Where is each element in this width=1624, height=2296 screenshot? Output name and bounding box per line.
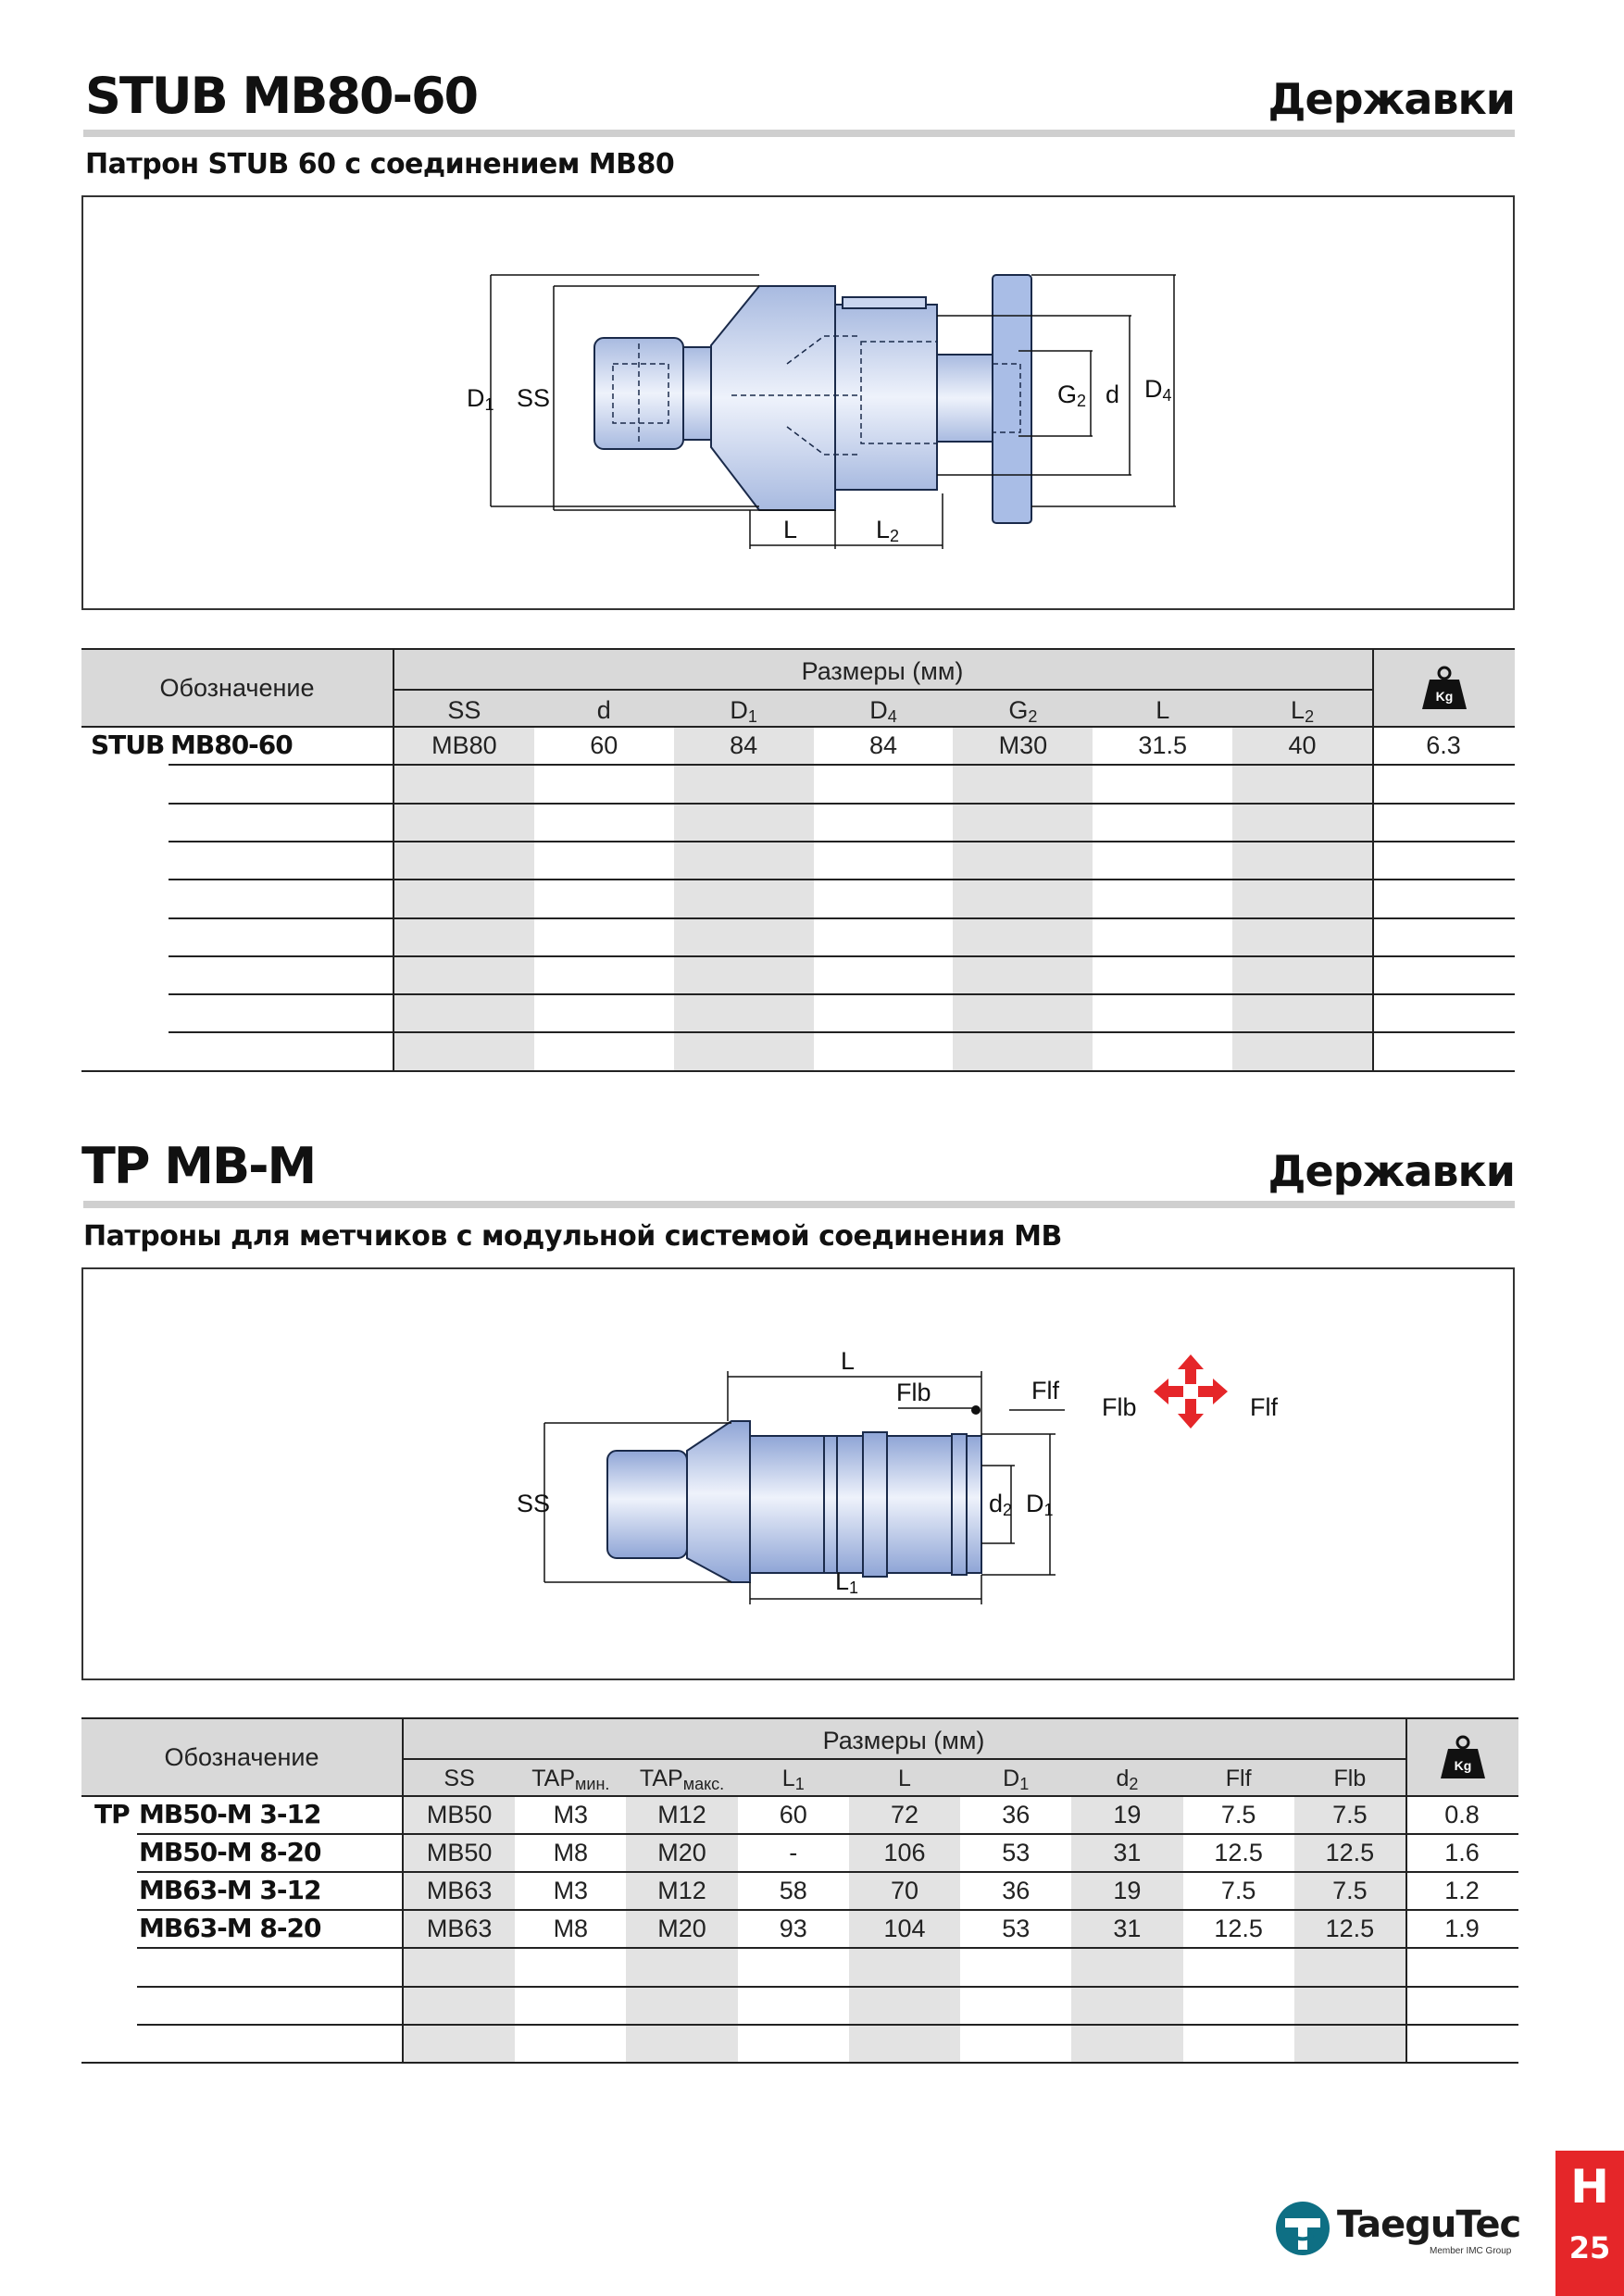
force-arrows-icon [1154, 1354, 1228, 1429]
table-cell: 7.5 [1332, 1801, 1368, 1828]
svg-text:Kg: Kg [1435, 689, 1454, 704]
weight-cell: 0.8 [1444, 1801, 1480, 1828]
brand-tagline: Member IMC Group [1430, 2246, 1512, 2256]
column-header: d2 [1116, 1766, 1139, 1793]
table-cell: MB63 [426, 1915, 493, 1943]
section2-category: Державки [1268, 1146, 1515, 1196]
label-L: L [783, 516, 798, 543]
brand-name: TaeguTec [1337, 2203, 1521, 2246]
designation: MB63-M 8-20 [139, 1913, 321, 1944]
table-cell: MB50 [426, 1801, 493, 1828]
section2-subtitle: Патроны для метчиков с модульной системой соединения MB [83, 1220, 1062, 1253]
table-cell: M30 [998, 731, 1048, 759]
table-cell: M20 [657, 1915, 706, 1943]
table-cell: 36 [1002, 1877, 1031, 1905]
label-SS: SS [517, 1490, 551, 1517]
table-cell: 36 [1002, 1801, 1031, 1828]
table-cell: 12.5 [1325, 1839, 1375, 1867]
section2-title: TP MB-M [81, 1137, 316, 1195]
label-Flb: Flb [896, 1379, 931, 1406]
weight-cell: 1.6 [1444, 1839, 1480, 1867]
weight-kg-icon [1439, 1734, 1487, 1782]
section2-table [81, 1717, 1518, 2065]
designation-header: Обозначение [159, 674, 315, 702]
label-d: d [1106, 381, 1120, 408]
tab-letter: H [1570, 2160, 1609, 2214]
table-cell: M20 [657, 1839, 706, 1867]
designation: MB50-M 3-12 [139, 1799, 321, 1829]
designation-prefix: TP [94, 1799, 130, 1829]
section1-table [81, 648, 1515, 1074]
label-L2: L2 [876, 516, 900, 545]
section2-figure-box [81, 1267, 1515, 1680]
table-cell: M12 [657, 1801, 706, 1828]
table-cell: 53 [1002, 1915, 1031, 1943]
column-header: D1 [1003, 1766, 1030, 1793]
weight-cell: 6.3 [1426, 731, 1461, 759]
table-cell: 58 [779, 1877, 807, 1905]
column-header: TAPмин. [531, 1766, 610, 1793]
column-header: L [898, 1766, 911, 1791]
table-cell: 19 [1113, 1877, 1142, 1905]
column-header: L [1156, 696, 1170, 724]
table-cell: 60 [590, 731, 618, 759]
section1-subtitle: Патрон STUB 60 с соединением MB80 [85, 148, 675, 181]
page-number: 25 [1568, 2230, 1611, 2265]
column-header: Flf [1225, 1766, 1252, 1791]
table-cell: 31 [1113, 1915, 1142, 1943]
table-cell: 72 [890, 1801, 918, 1828]
force-label-Flf: Flf [1250, 1393, 1278, 1421]
section1-figure-box [81, 195, 1515, 610]
section1-title: STUB MB80-60 [85, 67, 478, 125]
designation-header: Обозначение [164, 1743, 319, 1771]
label-d2: d2 [989, 1490, 1013, 1519]
table-cell: 70 [890, 1877, 918, 1905]
table-cell: MB80 [431, 731, 497, 759]
table-cell: 12.5 [1214, 1915, 1263, 1943]
weight-kg-icon [1420, 665, 1468, 713]
force-label-Flb: Flb [1102, 1393, 1137, 1421]
designation: MB50-M 8-20 [139, 1837, 321, 1868]
stub-holder-drawing [83, 197, 1517, 612]
table-cell: M8 [553, 1915, 589, 1943]
table-cell: 53 [1002, 1839, 1031, 1867]
table-cell: 12.5 [1325, 1915, 1375, 1943]
column-header: SS [447, 696, 481, 724]
column-header: L1 [781, 1766, 805, 1793]
section2-rule [83, 1201, 1515, 1208]
svg-text:Kg: Kg [1454, 1758, 1472, 1773]
designation-prefix: STUB [91, 730, 165, 760]
table-cell: 31.5 [1138, 731, 1187, 759]
table-cell: 19 [1113, 1801, 1142, 1828]
table-cell: M3 [553, 1801, 589, 1828]
label-Flf: Flf [1031, 1377, 1059, 1404]
table-cell: M12 [657, 1877, 706, 1905]
tap-holder-drawing [83, 1269, 1517, 1682]
dimensions-header: Размеры (мм) [822, 1727, 985, 1754]
table-cell: MB50 [426, 1839, 493, 1867]
table-cell: MB63 [426, 1877, 493, 1905]
designation: MB63-M 3-12 [139, 1875, 321, 1906]
designation: MB80-60 [170, 730, 293, 760]
table-cell: - [789, 1839, 798, 1867]
table-cell: 7.5 [1332, 1877, 1368, 1905]
label-D1: D1 [467, 384, 494, 414]
column-header: G2 [1008, 696, 1038, 726]
table-cell: M3 [553, 1877, 589, 1905]
column-header: L2 [1291, 696, 1315, 726]
table-cell: 7.5 [1220, 1801, 1256, 1828]
label-D1: D1 [1026, 1490, 1054, 1519]
table-cell: 104 [883, 1915, 926, 1943]
table-cell: 84 [730, 731, 758, 759]
table-cell: 60 [779, 1801, 807, 1828]
column-header: SS [443, 1766, 475, 1791]
weight-cell: 1.9 [1444, 1915, 1480, 1943]
table-cell: 12.5 [1214, 1839, 1263, 1867]
section-tab-H [1555, 2151, 1624, 2296]
table-cell: 84 [868, 731, 897, 759]
table-cell: 7.5 [1220, 1877, 1256, 1905]
table-cell: 93 [779, 1915, 807, 1943]
table-cell: 31 [1113, 1839, 1142, 1867]
column-header: TAPмакс. [639, 1766, 725, 1793]
taegutec-logo [1274, 2200, 1524, 2259]
dimensions-header: Размеры (мм) [801, 657, 964, 685]
label-G2: G2 [1057, 381, 1087, 410]
label-D4: D4 [1144, 375, 1172, 405]
table-cell: M8 [553, 1839, 589, 1867]
column-header: D4 [869, 696, 897, 726]
column-header: D1 [730, 696, 757, 726]
column-header: d [596, 696, 611, 724]
table-cell: 40 [1288, 731, 1317, 759]
table-cell: 106 [883, 1839, 926, 1867]
weight-cell: 1.2 [1444, 1877, 1480, 1905]
label-L1: L1 [835, 1567, 859, 1597]
label-L: L [841, 1347, 856, 1375]
label-SS: SS [517, 384, 551, 412]
column-header: Flb [1333, 1766, 1367, 1791]
section1-rule [83, 130, 1515, 137]
section1-category: Державки [1268, 74, 1515, 124]
